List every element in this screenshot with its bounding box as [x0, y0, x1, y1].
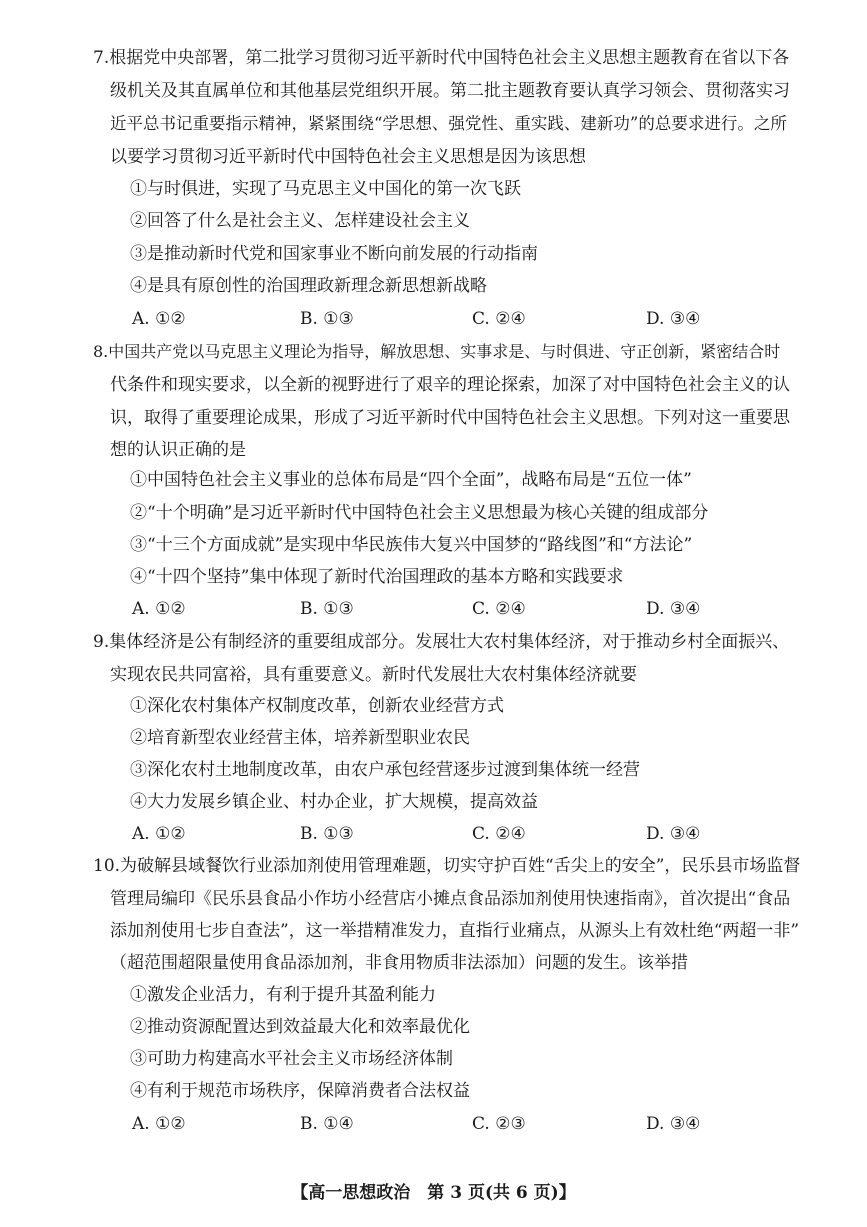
q8-option-b: B. ①③ — [300, 599, 354, 619]
q10-option-a: A. ①② — [132, 1114, 186, 1134]
q10-item-2: ②推动资源配置达到效益最大化和效率最优化 — [130, 1017, 470, 1037]
q7-stem-line-3: 近平总书记重要指示精神，紧紧围绕“学思想、强党性、重实践、建新功”的总要求进行。之所 — [110, 114, 787, 133]
q8-stem-line-3: 识，取得了重要理论成果，形成了习近平新时代中国特色社会主义思想。下列对这一重要思 — [110, 408, 790, 428]
q8-stem-line-4: 想的认识正确的是 — [110, 440, 246, 460]
q10-stem-line-4: （超范围超限量使用食品添加剂，非食用物质非法添加）问题的发生。该举措 — [110, 953, 688, 973]
q8-item-1: ①中国特色社会主义事业的总体布局是“四个全面”，战略布局是“五位一体” — [130, 470, 692, 490]
q9-item-3: ③深化农村土地制度改革，由农户承包经营逐步过渡到集体统一经营 — [130, 760, 640, 780]
q10-stem-line-3: 添加剂使用七步自查法”，这一举措精准发力，直指行业痛点，从源头上有效杜绝“两超一非” — [110, 921, 800, 941]
q7-item-2: ②回答了什么是社会主义、怎样建设社会主义 — [130, 211, 470, 231]
q10-item-3: ③可助力构建高水平社会主义市场经济体制 — [130, 1049, 453, 1069]
q8-item-4: ④“十四个坚持”集中体现了新时代治国理政的基本方略和实践要求 — [130, 567, 624, 587]
page-footer: 【高一思想政治 第 3 页(共 6 页)】 — [291, 1183, 576, 1203]
q9-item-4: ④大力发展乡镇企业、村办企业，扩大规模，提高效益 — [130, 792, 538, 812]
q8-option-a: A. ①② — [132, 599, 186, 619]
q8-option-c: C. ②④ — [472, 599, 526, 619]
q9-item-2: ②培育新型农业经营主体，培养新型职业农民 — [130, 728, 470, 748]
q9-option-b: B. ①③ — [300, 824, 354, 844]
q10-item-4: ④有利于规范市场秩序，保障消费者合法权益 — [130, 1081, 470, 1101]
q8-stem-line-1: 8.中国共产党以马克思主义理论为指导，解放思想、实事求是、与时俱进、守正创新，紧密结合时 — [93, 342, 781, 361]
q7-item-4: ④是具有原创性的治国理政新理念新思想新战略 — [130, 276, 487, 296]
q7-option-c: C. ②④ — [472, 309, 526, 329]
q7-stem-line-2: 级机关及其直属单位和其他基层党组织开展。第二批主题教育要认真学习领会、贯彻落实习 — [110, 81, 790, 101]
q9-stem-line-1: 9.集体经济是公有制经济的重要组成部分。发展壮大农村集体经济，对于推动乡村全面振兴、 — [93, 632, 790, 652]
q9-option-d: D. ③④ — [646, 824, 701, 844]
q10-stem-line-1: 10.为破解县域餐饮行业添加剂使用管理难题，切实守护百姓“舌尖上的安全”，民乐县市场监督 — [93, 856, 801, 876]
q7-option-b: B. ①③ — [300, 309, 354, 329]
q8-stem-line-2: 代条件和现实要求，以全新的视野进行了艰辛的理论探索，加深了对中国特色社会主义的认 — [110, 375, 790, 395]
q7-stem-line-1: 7.根据党中央部署，第二批学习贯彻习近平新时代中国特色社会主义思想主题教育在省以下各 — [93, 48, 790, 68]
q7-item-1: ①与时俱进，实现了马克思主义中国化的第一次飞跃 — [130, 179, 521, 199]
q10-stem-line-2: 管理局编印《民乐县食品小作坊小经营店小摊点食品添加剂使用快速指南》，首次提出“食品 — [110, 889, 791, 909]
q7-option-d: D. ③④ — [646, 309, 701, 329]
q7-item-3: ③是推动新时代党和国家事业不断向前发展的行动指南 — [130, 244, 538, 264]
q9-option-a: A. ①② — [132, 824, 186, 844]
q9-option-c: C. ②④ — [472, 824, 526, 844]
q7-stem-line-4: 以要学习贯彻习近平新时代中国特色社会主义思想是因为该思想 — [110, 147, 586, 167]
q9-stem-line-2: 实现农民共同富裕，具有重要意义。新时代发展壮大农村集体经济就要 — [110, 665, 637, 685]
q9-item-1: ①深化农村集体产权制度改革，创新农业经营方式 — [130, 696, 504, 716]
q7-option-a: A. ①② — [132, 309, 186, 329]
q8-item-2: ②“十个明确”是习近平新时代中国特色社会主义思想最为核心关键的组成部分 — [130, 503, 709, 523]
q8-item-3: ③“十三个方面成就”是实现中华民族伟大复兴中国梦的“路线图”和“方法论” — [130, 535, 693, 555]
q10-option-b: B. ①④ — [300, 1114, 354, 1134]
q8-option-d: D. ③④ — [646, 599, 701, 619]
q10-option-c: C. ②③ — [472, 1114, 526, 1134]
q10-option-d: D. ③④ — [646, 1114, 701, 1134]
q10-item-1: ①激发企业活力，有利于提升其盈利能力 — [130, 985, 436, 1005]
